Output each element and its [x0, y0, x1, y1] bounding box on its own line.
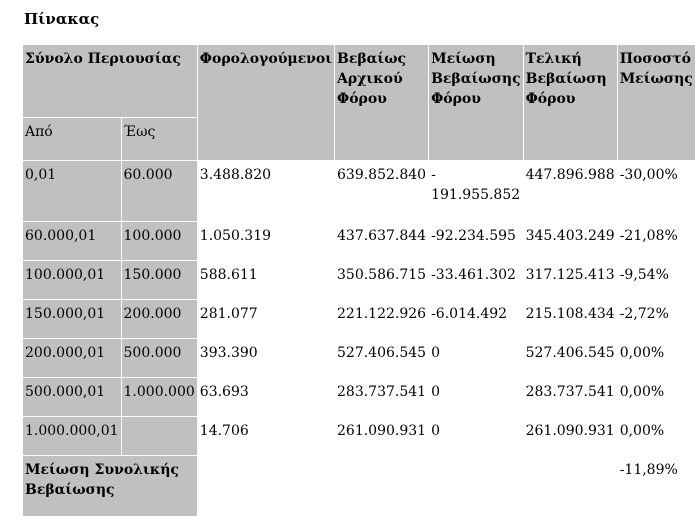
cell-initial-tax: 261.090.931	[337, 423, 427, 439]
cell-to: 1.000.000	[122, 378, 197, 416]
tax-reduction-table	[22, 44, 695, 517]
table-row	[23, 417, 695, 455]
cell-initial-tax: 527.406.545	[337, 345, 427, 361]
total-row	[23, 456, 695, 516]
cell-reduction: - 191.955.852	[431, 167, 521, 203]
table-row	[23, 378, 695, 416]
cell-initial-tax: 639.852.840	[337, 167, 427, 183]
cell-final-tax: 283.737.541	[525, 384, 615, 400]
cell-percent: 0,00%	[619, 345, 665, 361]
cell-to: 100.000	[122, 222, 197, 260]
table-row	[23, 261, 695, 299]
cell-percent: -2,72%	[619, 306, 669, 322]
table-row	[23, 222, 695, 260]
cell-from: 100.000,01	[23, 261, 121, 299]
page-title: Πίνακας	[24, 10, 100, 28]
cell-from: 60.000,01	[23, 222, 121, 260]
header-reduction: Μείωση Βεβαίωσης Φόρου	[429, 45, 523, 160]
cell-taxpayers: 63.693	[199, 384, 249, 400]
cell-percent: -30,00%	[619, 167, 678, 183]
cell-percent: -21,08%	[619, 228, 678, 244]
total-reduction-percent: -11,89%	[619, 462, 678, 478]
cell-initial-tax: 221.122.926	[337, 306, 427, 322]
cell-from: 1.000.000,01	[23, 417, 121, 455]
cell-reduction: 0	[431, 384, 440, 400]
header-initial-tax: Βεβαίως Αρχικού Φόρου	[335, 45, 428, 160]
cell-taxpayers: 393.390	[199, 345, 258, 361]
cell-reduction: 0	[431, 345, 440, 361]
cell-final-tax: 447.896.988	[525, 167, 615, 183]
cell-from: 150.000,01	[23, 300, 121, 338]
cell-initial-tax: 283.737.541	[337, 384, 427, 400]
header-from: Από	[23, 118, 121, 160]
cell-from: 200.000,01	[23, 339, 121, 377]
header-final-tax: Τελική Βεβαίωση Φόρου	[524, 45, 617, 160]
header-total-wealth: Σύνολο Περιουσίας	[23, 45, 197, 117]
cell-from: 0,01	[23, 161, 121, 221]
cell-final-tax: 527.406.545	[525, 345, 615, 361]
cell-taxpayers: 1.050.319	[199, 228, 272, 244]
cell-final-tax: 261.090.931	[525, 423, 615, 439]
cell-initial-tax: 350.586.715	[337, 267, 427, 283]
header-percent: Ποσοστό Μείωσης	[618, 45, 695, 160]
cell-taxpayers: 3.488.820	[199, 167, 272, 183]
cell-reduction: -33.461.302	[431, 267, 516, 283]
cell-percent: -9,54%	[619, 267, 669, 283]
header-taxpayers: Φορολογούμενοι	[198, 45, 334, 160]
cell-percent: 0,00%	[619, 423, 665, 439]
cell-from: 500.000,01	[23, 378, 121, 416]
cell-percent: 0,00%	[619, 384, 665, 400]
cell-taxpayers: 588.611	[199, 267, 258, 283]
header-to: Έως	[122, 118, 197, 160]
cell-reduction: 0	[431, 423, 440, 439]
cell-final-tax: 215.108.434	[525, 306, 615, 322]
table-row	[23, 339, 695, 377]
total-reduction-label: Μείωση Συνολικής Βεβαίωσης	[23, 456, 197, 516]
cell-taxpayers: 281.077	[199, 306, 258, 322]
table-row	[23, 300, 695, 338]
cell-initial-tax: 437.637.844	[337, 228, 427, 244]
cell-to	[122, 417, 197, 455]
cell-reduction: -92.234.595	[431, 228, 516, 244]
cell-taxpayers: 14.706	[199, 423, 249, 439]
cell-final-tax: 317.125.413	[525, 267, 615, 283]
cell-to: 60.000	[122, 161, 197, 221]
cell-to: 200.000	[122, 300, 197, 338]
cell-final-tax: 345.403.249	[525, 228, 615, 244]
cell-to: 150.000	[122, 261, 197, 299]
cell-reduction: -6.014.492	[431, 306, 508, 322]
table-row	[23, 161, 695, 221]
cell-to: 500.000	[122, 339, 197, 377]
